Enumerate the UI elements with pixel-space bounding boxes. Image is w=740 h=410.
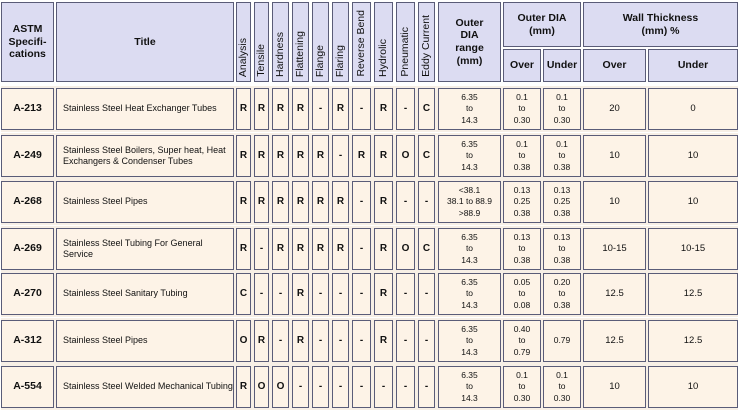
header-test-hydrolic [374, 2, 393, 82]
header-outer-dia [503, 2, 581, 47]
test-cell-flattening-text: R [296, 242, 305, 254]
test-cell-pneumatic-text: - [403, 287, 408, 299]
test-cell-flaring [332, 88, 349, 130]
spec-cell [1, 273, 54, 315]
test-cell-eddy-current-text: C [422, 149, 431, 161]
test-cell-hardness [272, 228, 289, 270]
title-cell [56, 366, 234, 408]
outer-dia-range-cell [438, 273, 501, 315]
test-cell-eddy-current [418, 320, 435, 362]
wall-thickness-under-cell-text: 12.5 [683, 287, 703, 299]
test-cell-hardness-text: R [276, 242, 285, 254]
test-cell-hydrolic [374, 181, 393, 223]
test-cell-reverse-bend-text: - [359, 380, 364, 392]
wall-thickness-over-cell [583, 228, 646, 270]
header-outer-dia-range-text: Outer DIA range (mm) [455, 16, 484, 67]
title-cell [56, 135, 234, 177]
test-cell-pneumatic [396, 320, 415, 362]
outer-dia-range-cell-text: 6.35 to 14.3 [461, 92, 478, 125]
outer-dia-over-cell-text: 0.13 to 0.38 [513, 232, 531, 265]
test-cell-hardness-text: R [276, 149, 285, 161]
test-cell-analysis [236, 228, 251, 270]
test-cell-analysis-text: R [239, 102, 248, 114]
wall-thickness-under-cell [648, 366, 738, 408]
header-title-text: Title [134, 35, 156, 48]
test-cell-eddy-current [418, 88, 435, 130]
title-cell [56, 228, 234, 270]
test-cell-tensile [254, 228, 269, 270]
test-cell-flange-text: - [318, 287, 323, 299]
test-cell-hardness-text: - [278, 334, 283, 346]
test-cell-flaring-text: - [338, 334, 343, 346]
title-cell [56, 181, 234, 223]
header-test-hardness-text: Hardness [273, 32, 286, 77]
test-cell-flattening-text: - [298, 380, 303, 392]
test-cell-reverse-bend-text: R [357, 149, 366, 161]
test-cell-reverse-bend [352, 135, 371, 177]
outer-dia-over-cell [503, 88, 541, 130]
test-cell-flange-text: R [316, 242, 325, 254]
test-cell-eddy-current-text: C [422, 102, 431, 114]
test-cell-flattening-text: R [296, 334, 305, 346]
test-cell-hardness-text: - [278, 287, 283, 299]
test-cell-analysis-text: C [239, 287, 248, 299]
header-test-flaring-text: Flaring [333, 44, 346, 77]
test-cell-flaring [332, 366, 349, 408]
test-cell-flange [312, 135, 329, 177]
outer-dia-range-cell [438, 88, 501, 130]
outer-dia-under-cell-text: 0.20 to 0.38 [553, 277, 571, 310]
test-cell-eddy-current-text: - [424, 334, 429, 346]
spec-cell-text: A-268 [13, 195, 42, 208]
outer-dia-over-cell-text: 0.1 to 0.30 [513, 370, 531, 403]
outer-dia-over-cell [503, 181, 541, 223]
wall-thickness-over-cell-text: 10 [609, 195, 620, 207]
test-cell-hardness [272, 135, 289, 177]
outer-dia-under-cell-text: 0.1 to 0.38 [553, 139, 571, 172]
wall-thickness-over-cell [583, 181, 646, 223]
wall-thickness-under-cell [648, 273, 738, 315]
outer-dia-over-cell [503, 320, 541, 362]
test-cell-flange-text: - [318, 334, 323, 346]
header-wall-thickness [583, 2, 738, 47]
spec-cell [1, 135, 54, 177]
test-cell-flaring-text: R [336, 195, 345, 207]
test-cell-tensile-text: R [257, 195, 266, 207]
test-cell-analysis [236, 320, 251, 362]
test-cell-hydrolic [374, 88, 393, 130]
wall-thickness-over-cell-text: 12.5 [605, 334, 624, 346]
test-cell-hardness [272, 320, 289, 362]
title-cell-text: Stainless Steel Boilers, Super heat, Heat Exchangers & Condenser Tubes [63, 144, 226, 166]
wall-thickness-over-cell [583, 366, 646, 408]
header-title [56, 2, 234, 82]
test-cell-hydrolic-text: R [379, 242, 388, 254]
header-test-reverse-bend [352, 2, 371, 82]
spec-cell [1, 366, 54, 408]
test-cell-flange-text: - [318, 380, 323, 392]
title-cell-text: Stainless Steel Heat Exchanger Tubes [63, 103, 217, 114]
test-cell-hydrolic-text: R [379, 334, 388, 346]
test-cell-hydrolic-text: - [381, 380, 386, 392]
wall-thickness-over-cell-text: 10 [609, 149, 620, 161]
title-cell-text: Stainless Steel Sanitary Tubing [63, 288, 188, 299]
wall-thickness-over-cell [583, 135, 646, 177]
spec-cell-text: A-554 [13, 380, 42, 393]
outer-dia-under-cell [543, 366, 581, 408]
test-cell-pneumatic-text: - [403, 102, 408, 114]
header-outer-dia-range [438, 2, 501, 82]
test-cell-flattening [292, 366, 309, 408]
test-cell-reverse-bend [352, 181, 371, 223]
test-cell-flaring [332, 320, 349, 362]
test-cell-eddy-current [418, 228, 435, 270]
outer-dia-range-cell [438, 135, 501, 177]
test-cell-analysis [236, 273, 251, 315]
header-wtUnder-label [648, 49, 738, 82]
test-cell-reverse-bend [352, 320, 371, 362]
header-test-hardness [272, 2, 289, 82]
header-wtUnder-label-text: Under [677, 59, 709, 72]
test-cell-analysis [236, 366, 251, 408]
header-odUnder-label [543, 49, 581, 82]
test-cell-flattening-text: R [296, 149, 305, 161]
header-spec-text: ASTM Specifi- cations [8, 23, 47, 61]
outer-dia-range-cell-text: 6.35 to 14.3 [461, 139, 478, 172]
wall-thickness-under-cell-text: 10 [687, 195, 699, 207]
outer-dia-under-cell-text: 0.1 to 0.30 [553, 92, 571, 125]
test-cell-reverse-bend [352, 88, 371, 130]
outer-dia-under-cell [543, 135, 581, 177]
outer-dia-over-cell-text: 0.1 to 0.38 [513, 139, 531, 172]
test-cell-reverse-bend-text: - [359, 287, 364, 299]
title-cell [56, 320, 234, 362]
header-outer-dia-text: Outer DIA (mm) [517, 11, 567, 37]
outer-dia-under-cell-text: 0.13 0.25 0.38 [553, 185, 571, 218]
wall-thickness-under-cell-text: 10 [687, 380, 699, 392]
test-cell-analysis-text: R [239, 149, 248, 161]
test-cell-reverse-bend [352, 228, 371, 270]
wall-thickness-under-cell-text: 10-15 [680, 242, 706, 254]
header-wtOver-label-text: Over [602, 59, 627, 72]
wall-thickness-over-cell-text: 12.5 [605, 287, 624, 299]
test-cell-tensile-text: - [259, 287, 264, 299]
spec-cell [1, 88, 54, 130]
test-cell-analysis [236, 181, 251, 223]
wall-thickness-over-cell-text: 10-15 [602, 242, 627, 254]
test-cell-hardness [272, 273, 289, 315]
test-cell-reverse-bend [352, 273, 371, 315]
test-cell-pneumatic-text: - [403, 380, 408, 392]
header-wall-thickness-text: Wall Thickness (mm) % [622, 11, 699, 37]
title-cell [56, 88, 234, 130]
title-cell [56, 273, 234, 315]
wall-thickness-under-cell-text: 0 [690, 102, 696, 114]
test-cell-tensile-text: R [257, 149, 266, 161]
title-cell-text: Stainless Steel Pipes [63, 196, 148, 207]
test-cell-flaring [332, 228, 349, 270]
test-cell-pneumatic [396, 88, 415, 130]
header-test-analysis-text: Analysis [236, 37, 249, 77]
test-cell-flattening-text: R [296, 287, 305, 299]
header-test-flaring [332, 2, 349, 82]
wall-thickness-over-cell [583, 273, 646, 315]
test-cell-hardness [272, 181, 289, 223]
wall-thickness-over-cell-text: 20 [609, 102, 620, 114]
header-test-reverse-bend-text: Reverse Bend [354, 10, 367, 77]
test-cell-tensile [254, 273, 269, 315]
header-odOver-label-text: Over [510, 59, 534, 72]
header-test-pneumatic-text: Pneumatic [398, 27, 411, 77]
test-cell-analysis-text: O [239, 334, 248, 346]
test-cell-pneumatic-text: O [401, 242, 410, 254]
test-cell-tensile-text: R [257, 102, 266, 114]
test-cell-tensile-text: R [257, 334, 266, 346]
outer-dia-range-cell [438, 366, 501, 408]
outer-dia-range-cell [438, 228, 501, 270]
test-cell-pneumatic [396, 228, 415, 270]
outer-dia-under-cell [543, 181, 581, 223]
test-cell-eddy-current-text: - [424, 287, 429, 299]
test-cell-flaring-text: - [338, 149, 343, 161]
wall-thickness-under-cell [648, 88, 738, 130]
test-cell-hardness-text: R [276, 102, 285, 114]
test-cell-hardness-text: O [276, 380, 285, 392]
outer-dia-range-cell [438, 181, 501, 223]
test-cell-eddy-current [418, 366, 435, 408]
outer-dia-over-cell [503, 228, 541, 270]
outer-dia-range-cell-text: <38.1 38.1 to 88.9 >88.9 [447, 185, 492, 218]
test-cell-eddy-current [418, 181, 435, 223]
header-test-flange [312, 2, 329, 82]
wall-thickness-under-cell-text: 10 [687, 149, 699, 161]
header-test-analysis [236, 2, 251, 82]
test-cell-flange [312, 181, 329, 223]
outer-dia-over-cell-text: 0.1 to 0.30 [513, 92, 531, 125]
test-cell-flattening-text: R [296, 195, 305, 207]
test-cell-tensile [254, 135, 269, 177]
header-wtOver-label [583, 49, 646, 82]
test-cell-hydrolic [374, 228, 393, 270]
header-test-flattening [292, 2, 309, 82]
outer-dia-under-cell [543, 228, 581, 270]
wall-thickness-over-cell [583, 320, 646, 362]
test-cell-reverse-bend-text: - [359, 102, 364, 114]
spec-cell [1, 228, 54, 270]
test-cell-flange [312, 273, 329, 315]
test-cell-flange-text: R [316, 149, 325, 161]
test-cell-flange [312, 228, 329, 270]
test-cell-pneumatic-text: - [403, 195, 408, 207]
header-test-hydrolic-text: Hydrolic [376, 39, 389, 77]
outer-dia-range-cell-text: 6.35 to 14.3 [461, 370, 478, 403]
header-spec [1, 2, 54, 82]
outer-dia-range-cell-text: 6.35 to 14.3 [461, 277, 478, 310]
test-cell-flattening-text: R [296, 102, 305, 114]
outer-dia-over-cell-text: 0.05 to 0.08 [513, 277, 531, 310]
spec-cell-text: A-270 [13, 287, 42, 300]
outer-dia-over-cell [503, 135, 541, 177]
test-cell-flaring-text: R [336, 242, 345, 254]
test-cell-hydrolic [374, 273, 393, 315]
test-cell-reverse-bend [352, 366, 371, 408]
test-cell-hardness [272, 366, 289, 408]
test-cell-flange-text: R [316, 195, 325, 207]
test-cell-analysis-text: R [239, 242, 248, 254]
test-cell-tensile [254, 320, 269, 362]
spec-cell-text: A-312 [13, 334, 42, 347]
test-cell-flange [312, 320, 329, 362]
test-cell-tensile-text: O [257, 380, 266, 392]
test-cell-flaring [332, 135, 349, 177]
wall-thickness-under-cell-text: 12.5 [683, 334, 703, 346]
outer-dia-under-cell-text: 0.13 to 0.38 [553, 232, 571, 265]
outer-dia-range-cell [438, 320, 501, 362]
test-cell-pneumatic-text: - [403, 334, 408, 346]
test-cell-flange [312, 366, 329, 408]
test-cell-flaring-text: R [336, 102, 345, 114]
test-cell-hydrolic-text: R [379, 195, 388, 207]
title-cell-text: Stainless Steel Welded Mechanical Tubing [63, 381, 233, 392]
outer-dia-over-cell [503, 273, 541, 315]
header-test-tensile [254, 2, 269, 82]
test-cell-hardness-text: R [276, 195, 285, 207]
spec-cell-text: A-249 [13, 149, 42, 162]
test-cell-flange-text: - [318, 102, 323, 114]
test-cell-reverse-bend-text: - [359, 334, 364, 346]
outer-dia-range-cell-text: 6.35 to 14.3 [461, 232, 478, 265]
test-cell-tensile-text: - [259, 242, 264, 254]
test-cell-flattening [292, 181, 309, 223]
spec-cell [1, 320, 54, 362]
test-cell-flaring-text: - [338, 380, 343, 392]
wall-thickness-over-cell-text: 10 [609, 380, 620, 392]
test-cell-tensile [254, 366, 269, 408]
test-cell-pneumatic [396, 135, 415, 177]
test-cell-flattening [292, 228, 309, 270]
outer-dia-range-cell-text: 6.35 to 14.3 [461, 324, 478, 357]
test-cell-flaring [332, 273, 349, 315]
outer-dia-over-cell [503, 366, 541, 408]
test-cell-hardness [272, 88, 289, 130]
test-cell-pneumatic [396, 366, 415, 408]
header-test-eddy-current [418, 2, 435, 82]
test-cell-flattening [292, 273, 309, 315]
spec-cell-text: A-269 [13, 242, 42, 255]
test-cell-flange [312, 88, 329, 130]
header-test-flattening-text: Flattening [293, 30, 306, 77]
test-cell-eddy-current-text: - [424, 195, 429, 207]
test-cell-tensile [254, 181, 269, 223]
test-cell-hydrolic [374, 135, 393, 177]
test-cell-hydrolic-text: R [379, 149, 388, 161]
test-cell-hydrolic-text: R [379, 287, 388, 299]
test-cell-flaring [332, 181, 349, 223]
outer-dia-under-cell [543, 273, 581, 315]
header-odOver-label [503, 49, 541, 82]
test-cell-analysis-text: R [239, 195, 248, 207]
test-cell-hydrolic [374, 320, 393, 362]
test-cell-flattening [292, 135, 309, 177]
header-test-pneumatic [396, 2, 415, 82]
title-cell-text: Stainless Steel Tubing For General Service [63, 237, 203, 259]
header-test-flange-text: Flange [313, 44, 326, 77]
test-cell-reverse-bend-text: - [359, 242, 364, 254]
test-cell-pneumatic-text: O [401, 149, 410, 161]
wall-thickness-under-cell [648, 228, 738, 270]
outer-dia-over-cell-text: 0.40 to 0.79 [513, 324, 531, 357]
outer-dia-over-cell-text: 0.13 0.25 0.38 [513, 185, 531, 218]
test-cell-flattening [292, 320, 309, 362]
test-cell-reverse-bend-text: - [359, 195, 364, 207]
spec-cell-text: A-213 [13, 102, 42, 115]
test-cell-eddy-current [418, 273, 435, 315]
test-cell-analysis [236, 88, 251, 130]
test-cell-eddy-current-text: - [424, 380, 429, 392]
header-test-eddy-current-text: Eddy Current [419, 15, 432, 77]
test-cell-eddy-current [418, 135, 435, 177]
title-cell-text: Stainless Steel Pipes [63, 335, 148, 346]
outer-dia-under-cell-text: 0.1 to 0.30 [553, 370, 571, 403]
test-cell-flattening [292, 88, 309, 130]
test-cell-tensile [254, 88, 269, 130]
test-cell-eddy-current-text: C [422, 242, 431, 254]
test-cell-analysis [236, 135, 251, 177]
outer-dia-under-cell [543, 320, 581, 362]
test-cell-pneumatic [396, 273, 415, 315]
header-test-tensile-text: Tensile [254, 44, 267, 77]
wall-thickness-under-cell [648, 181, 738, 223]
test-cell-hydrolic-text: R [379, 102, 388, 114]
wall-thickness-under-cell [648, 320, 738, 362]
test-cell-pneumatic [396, 181, 415, 223]
outer-dia-under-cell [543, 88, 581, 130]
outer-dia-under-cell-text: 0.79 [553, 335, 571, 346]
header-odUnder-label-text: Under [546, 59, 578, 72]
spec-cell [1, 181, 54, 223]
wall-thickness-over-cell [583, 88, 646, 130]
test-cell-analysis-text: R [239, 380, 248, 392]
test-cell-flaring-text: - [338, 287, 343, 299]
test-cell-hydrolic [374, 366, 393, 408]
wall-thickness-under-cell [648, 135, 738, 177]
